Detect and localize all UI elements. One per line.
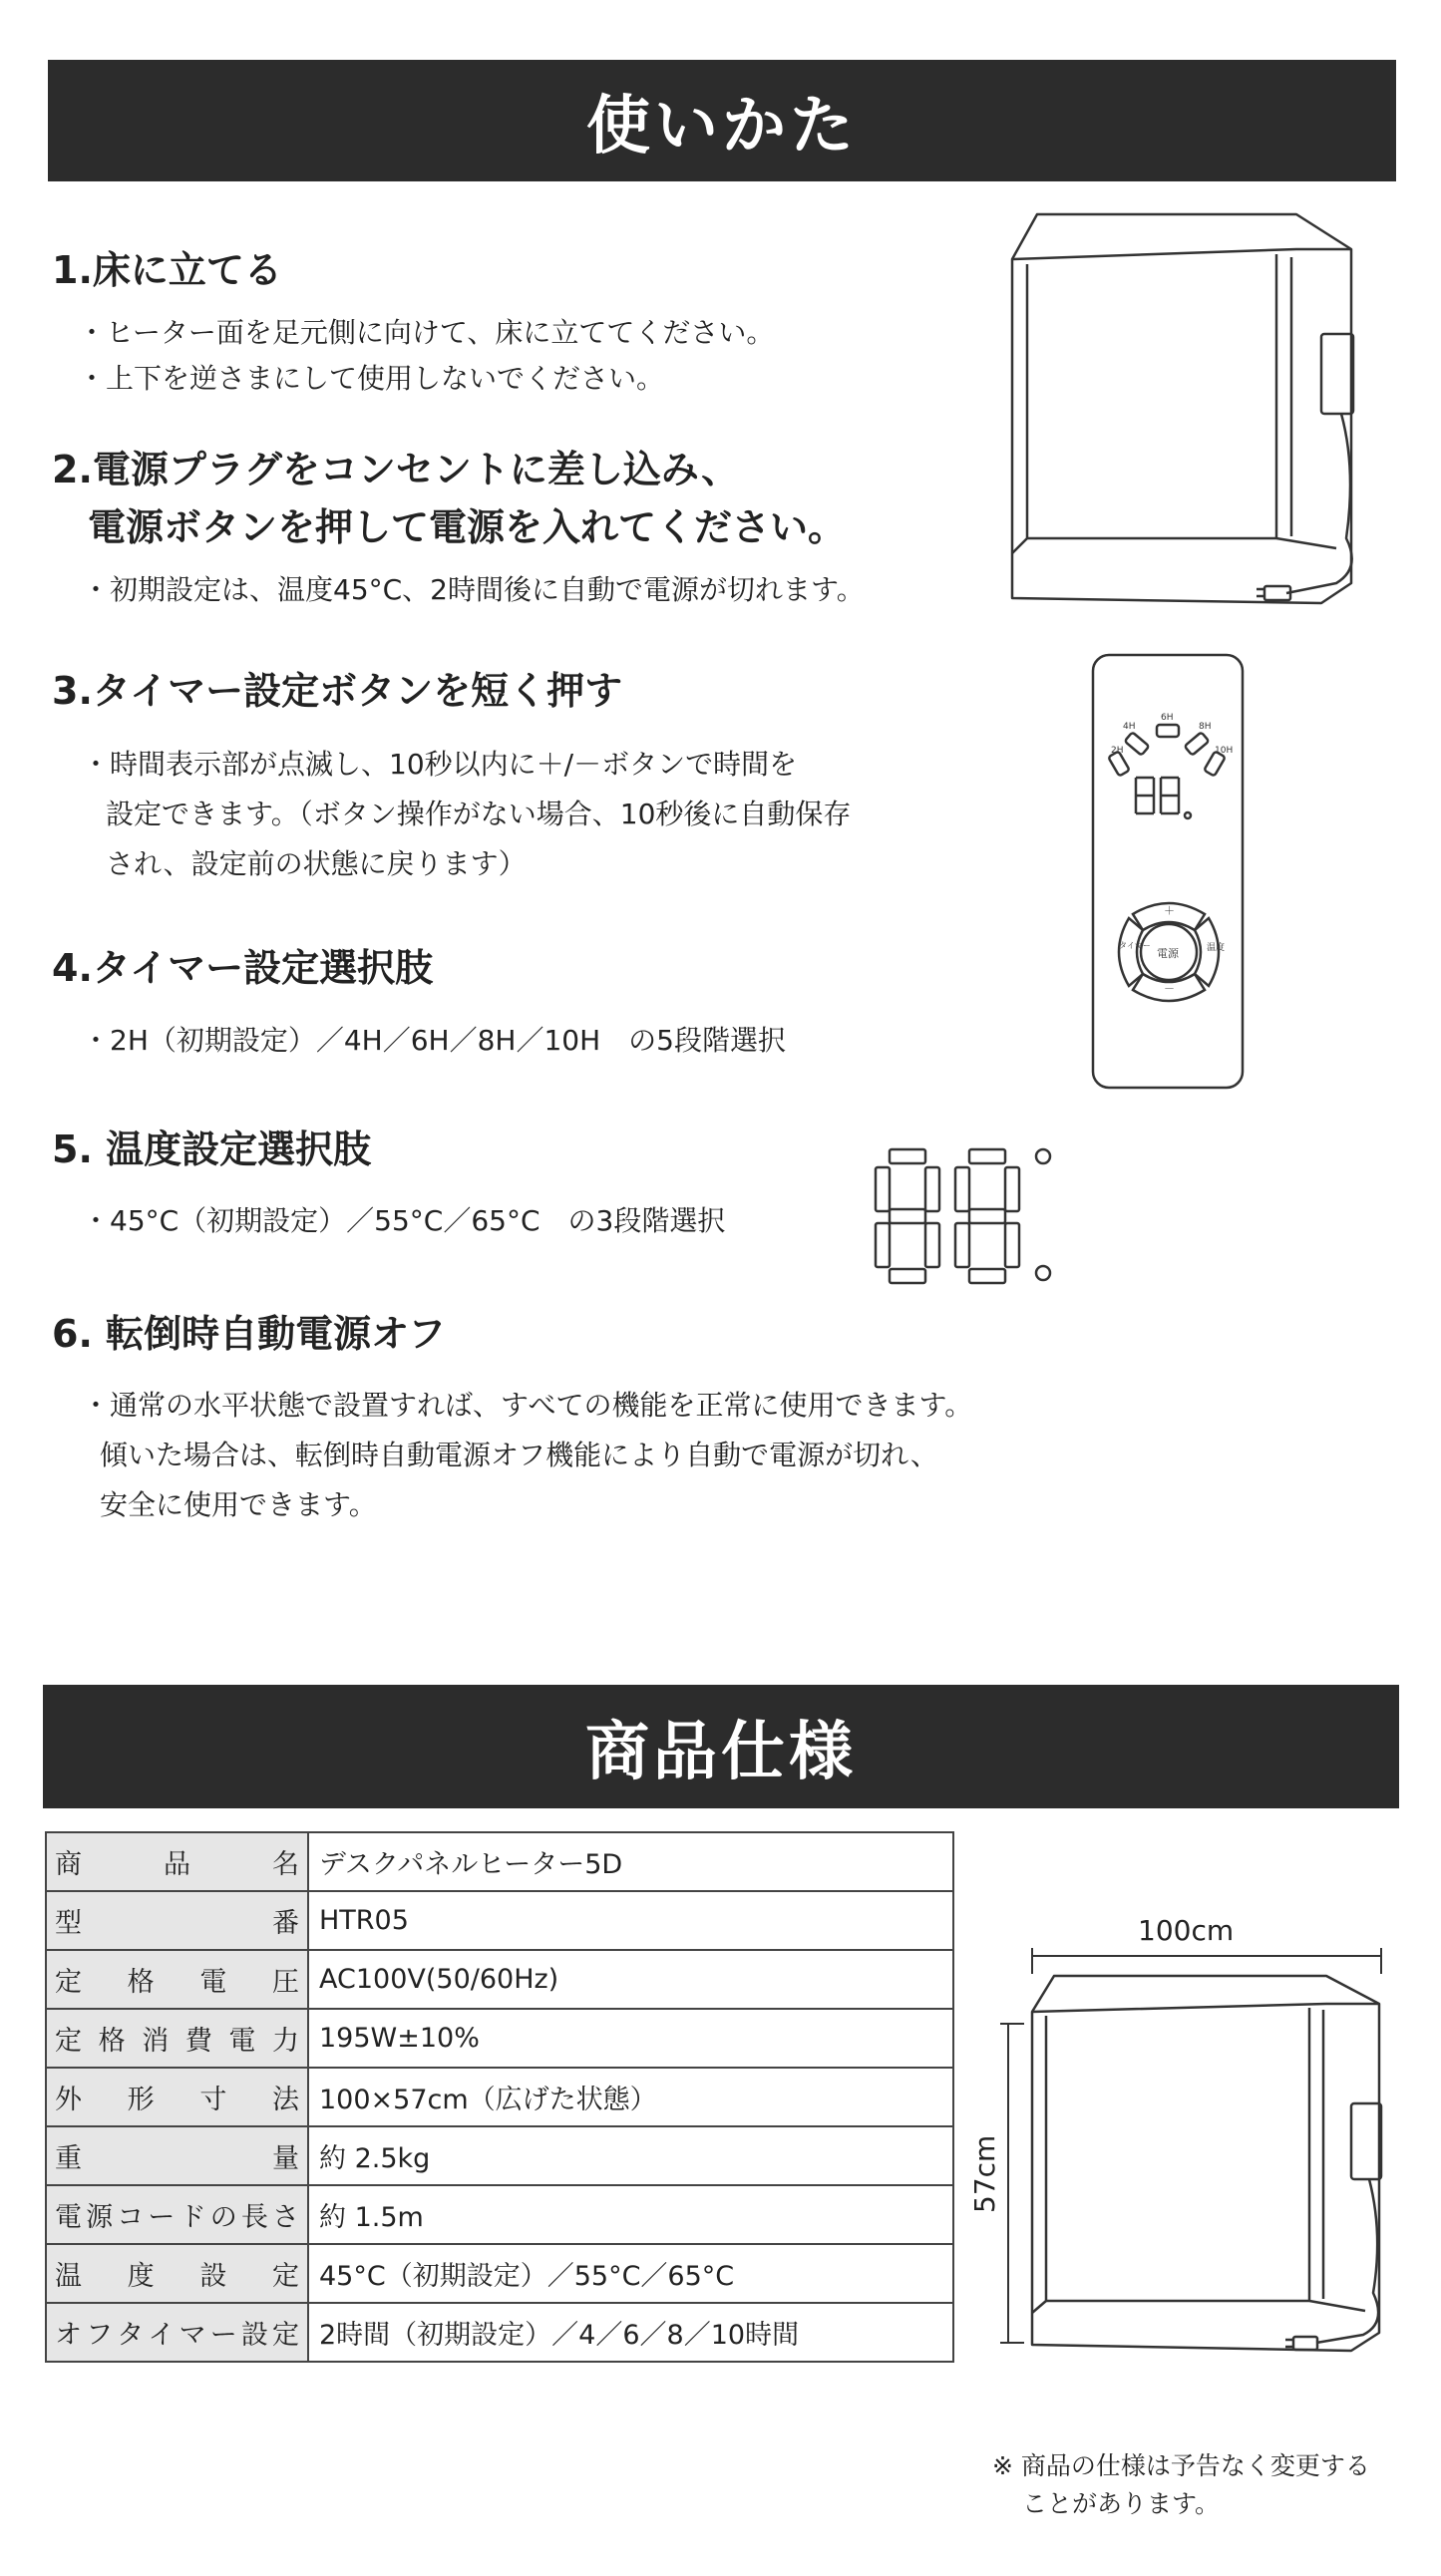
heater-illustration: [997, 209, 1366, 618]
table-row: [46, 2009, 953, 2068]
spec-label-char: ー: [148, 2202, 176, 2233]
step4-bullet: ・2H（初期設定）／4H／6H／8H／10H の5段階選択: [82, 1024, 786, 1057]
spec-label-char: コ: [117, 2202, 145, 2233]
spec-title: 商品仕様: [585, 1716, 857, 1789]
temp-button-label: 温度: [1207, 943, 1226, 953]
spec-label-char: 設: [199, 2261, 227, 2292]
spec-label-char: タ: [117, 2320, 145, 2351]
spec-label-char: 量: [272, 2143, 299, 2174]
step1-heading: 1.床に立てる: [52, 248, 282, 292]
spec-label-weight-text: [55, 2136, 299, 2175]
spec-label-product-name-text: [55, 1842, 299, 1881]
spec-label-char: 格: [98, 2026, 126, 2057]
spec-table: [45, 1831, 954, 2363]
spec-value-temperature: 45°C（初期設定）／55°C／65°C: [308, 2244, 953, 2303]
spec-label-voltage: [46, 1950, 308, 2009]
plus-button-label: ＋: [1164, 904, 1175, 917]
spec-label-char: 格: [127, 1967, 155, 1998]
timer-mark-10h: 10H: [1215, 746, 1234, 756]
spec-label-char: 源: [86, 2202, 114, 2233]
spec-label-char: 重: [55, 2143, 82, 2174]
spec-label-power: [46, 2009, 308, 2068]
spec-label-char: 定: [271, 2320, 299, 2351]
spec-label-char: 温: [55, 2261, 82, 2292]
table-row: [46, 2126, 953, 2185]
step5-bullet: ・45°C（初期設定）／55°C／65°C の3段階選択: [82, 1204, 726, 1237]
seven-segment-display-icon: [868, 1141, 1067, 1291]
spec-label-char: 名: [272, 1849, 299, 1880]
step3-line-3: され、設定前の状態に戻ります）: [106, 847, 527, 880]
spec-label-dimensions-text: [55, 2078, 299, 2116]
spec-label-char: 消: [142, 2026, 170, 2057]
spec-label-char: 設: [240, 2320, 268, 2351]
spec-label-char: 番: [272, 1908, 299, 1939]
spec-value-dimensions: 100×57cm（広げた状態）: [308, 2068, 953, 2126]
spec-label-char: 長: [240, 2202, 268, 2233]
spec-label-temperature-text: [55, 2254, 299, 2293]
table-row: [46, 2244, 953, 2303]
spec-label-char: 度: [127, 2261, 155, 2292]
spec-label-temperature: [46, 2244, 308, 2303]
table-row: [46, 2303, 953, 2362]
step2-heading-line1: 2.電源プラグをコンセントに差し込み、: [52, 448, 740, 491]
spec-label-voltage-text: [55, 1960, 299, 1999]
spec-label-char: 圧: [271, 1967, 299, 1998]
spec-label-char: イ: [148, 2320, 176, 2351]
spec-label-char: 定: [55, 2026, 82, 2057]
spec-label-product-name: [46, 1832, 308, 1891]
spec-label-char: オ: [55, 2320, 82, 2351]
spec-label-power-text: [55, 2019, 299, 2058]
step3-heading: 3.タイマー設定ボタンを短く押す: [52, 669, 623, 713]
power-button-label: 電源: [1157, 947, 1179, 960]
spec-label-char: 電: [55, 2202, 82, 2233]
usage-banner: [48, 60, 1396, 181]
timer-button-label: タイマー: [1119, 941, 1151, 950]
step6-line-3: 安全に使用できます。: [100, 1488, 377, 1521]
spec-label-char: 電: [199, 1967, 227, 1998]
timer-mark-4h: 4H: [1123, 722, 1136, 732]
spec-value-product-name: デスクパネルヒーター5D: [308, 1832, 953, 1891]
table-row: [46, 2185, 953, 2244]
spec-value-off-timer: 2時間（初期設定）／4／6／8／10時間: [308, 2303, 953, 2362]
spec-note-line2: ことがあります。: [1022, 2489, 1221, 2518]
timer-mark-8h: 8H: [1199, 722, 1212, 732]
spec-label-char: の: [209, 2202, 237, 2233]
spec-label-char: 形: [127, 2085, 155, 2115]
spec-label-model-text: [55, 1901, 299, 1940]
timer-mark-2h: 2H: [1111, 746, 1124, 756]
spec-label-model: [46, 1891, 308, 1950]
step2-heading-line2: 電源ボタンを押して電源を入れてください。: [88, 505, 847, 549]
step6-heading: 6. 転倒時自動電源オフ: [52, 1312, 446, 1356]
spec-value-power: 195W±10%: [308, 2009, 953, 2068]
spec-label-char: 費: [184, 2026, 212, 2057]
minus-button-label: －: [1164, 982, 1175, 995]
spec-label-char: フ: [86, 2320, 114, 2351]
table-row: [46, 1891, 953, 1950]
spec-value-weight: 約 2.5kg: [308, 2126, 953, 2185]
spec-label-off-timer: [46, 2303, 308, 2362]
spec-label-char: 電: [228, 2026, 256, 2057]
spec-label-char: 力: [271, 2026, 299, 2057]
dimension-drawing: [968, 1914, 1411, 2383]
table-row: [46, 2068, 953, 2126]
step1-bullet-1: ・ヒーター面を足元側に向けて、床に立ててください。: [78, 316, 775, 349]
spec-label-off-timer-text: [55, 2313, 299, 2352]
spec-label-char: 定: [55, 1967, 82, 1998]
step2-bullet: ・初期設定は、温度45°C、2時間後に自動で電源が切れます。: [82, 573, 865, 606]
width-label: 100cm: [1138, 1914, 1235, 1947]
spec-value-voltage: AC100V(50/60Hz): [308, 1950, 953, 2009]
remote-control: [1091, 653, 1247, 1092]
spec-label-char: 外: [55, 2085, 82, 2115]
spec-label-char: 法: [271, 2085, 299, 2115]
spec-label-cord-length: [46, 2185, 308, 2244]
step1-bullet-2: ・上下を逆さまにして使用しないでください。: [78, 362, 665, 395]
spec-label-char: ー: [209, 2320, 237, 2351]
spec-note-line1: ※ 商品の仕様は予告なく変更する: [992, 2451, 1370, 2480]
step6-line-1: ・通常の水平状態で設置すれば、すべての機能を正常に使用できます。: [82, 1389, 973, 1422]
usage-title: 使いかた: [586, 90, 858, 163]
spec-label-char: 寸: [199, 2085, 227, 2115]
step3-line-1: ・時間表示部が点滅し、10秒以内に＋/－ボタンで時間を: [82, 748, 798, 781]
spec-label-weight: [46, 2126, 308, 2185]
step5-heading: 5. 温度設定選択肢: [52, 1127, 372, 1171]
spec-value-model: HTR05: [308, 1891, 953, 1950]
timer-mark-6h: 6H: [1161, 713, 1174, 723]
spec-banner: [43, 1685, 1399, 1808]
spec-label-cord-length-text: [55, 2195, 299, 2234]
height-label: 57cm: [968, 2134, 1001, 2213]
spec-label-char: 品: [164, 1849, 190, 1880]
step4-heading: 4.タイマー設定選択肢: [52, 946, 434, 990]
spec-label-char: さ: [271, 2202, 299, 2233]
spec-value-cord-length: 約 1.5m: [308, 2185, 953, 2244]
spec-label-char: 型: [55, 1908, 82, 1939]
spec-label-char: マ: [179, 2320, 206, 2351]
step3-line-2: 設定できます。（ボタン操作がない場合、10秒後に自動保存: [106, 798, 852, 830]
spec-label-char: 商: [55, 1849, 82, 1880]
table-row: [46, 1950, 953, 2009]
table-row: [46, 1832, 953, 1891]
spec-label-char: ド: [179, 2202, 206, 2233]
spec-label-dimensions: [46, 2068, 308, 2126]
spec-label-char: 定: [271, 2261, 299, 2292]
step6-line-2: 傾いた場合は、転倒時自動電源オフ機能により自動で電源が切れ、: [100, 1439, 938, 1471]
